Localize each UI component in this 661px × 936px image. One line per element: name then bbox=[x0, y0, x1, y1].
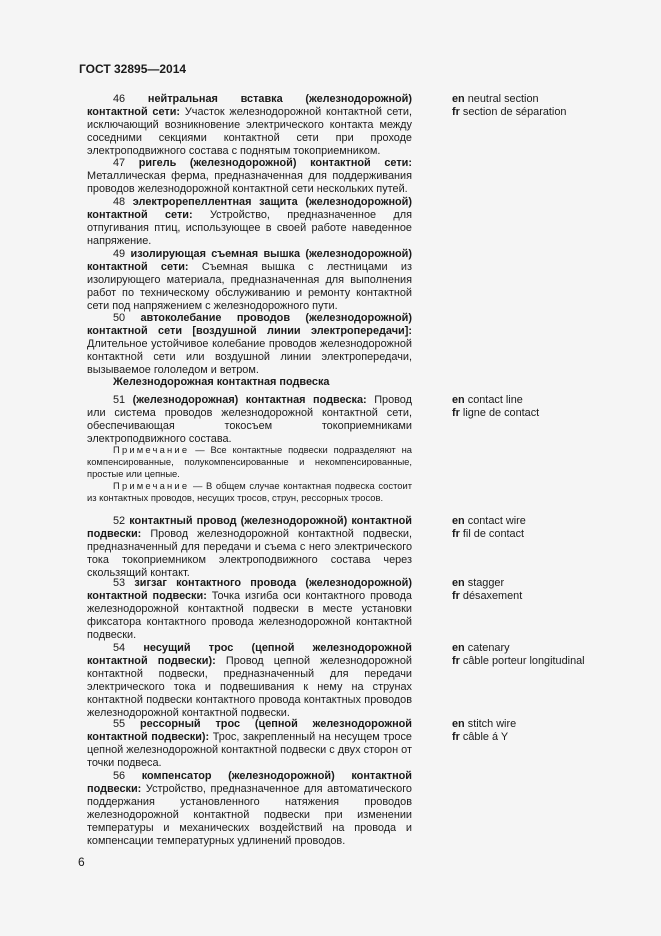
equivalents-53: en stagger fr désaxement bbox=[452, 577, 523, 602]
document-header: ГОСТ 32895—2014 bbox=[79, 62, 187, 76]
equivalents-51: en contact line fr ligne de contact bbox=[452, 394, 540, 419]
equivalents-54: en catenary fr câble porteur longitudinal bbox=[452, 642, 585, 667]
equivalents-46: en neutral section fr section de séparation bbox=[452, 93, 567, 118]
term-entry-51: 51 (железнодорожная) контактная подвеска: Провод или система проводов железнодорожной контактной сети, обеспечивающая токосъем токоприемниками электроподвижного состава. bbox=[87, 394, 412, 445]
term-entry-50: 50 автоколебание проводов (железнодорожной) контактной сети [воздушной линии электропередачи]: Длительное устойчивое колебание проводов железнодорожной контактной сети или воздушной линии электропередачи, вызываемое гололедом и ветром. bbox=[87, 312, 412, 376]
term-entry-52: 52 контактный провод (железнодорожной) контактной подвески: Провод железнодорожной контактной подвески, предназначенный для передачи и съема с него электрического тока токоприемником электроподвижного состава через скользящий контакт. bbox=[87, 515, 412, 579]
term-entry-55: 55 рессорный трос (цепной железнодорожной контактной подвески): Трос, закрепленный на несущем тросе цепной железнодорожной контактной подвески с двух сторон от точки подвеса. bbox=[87, 718, 412, 769]
note-1: Примечание — Все контактные подвески подразделяют на компенсированные, полукомпенсированные и некомпенсированные, простые или цепные. bbox=[87, 444, 412, 479]
note-2: Примечание — В общем случае контактная подвеска состоит из контактных проводов, несущих тросов, струн, рессорных тросов. bbox=[87, 480, 412, 503]
equivalents-55: en stitch wire fr câble á Y bbox=[452, 718, 517, 743]
term-entry-53: 53 зигзаг контактного провода (железнодорожной) контактной подвески: Точка изгиба оси контактного провода железнодорожной контактной подвески в месте установки фиксатора контактного провода железнодорожной контактной подвески. bbox=[87, 577, 412, 641]
term-entry-48: 48 электрорепеллентная защита (железнодорожной) контактной сети: Устройство, предназначенное для отпугивания птиц, использующее в своей работе наведенное напряжение. bbox=[87, 196, 413, 247]
term-entry-54: 54 несущий трос (цепной железнодорожной контактной подвески): Провод цепной железнодорожной контактной подвески, предназначенный для передачи электрического тока и подвешивания к нему на струнах контактной подвески контактного провода контактных проводов железнодорожной контактной подвески. bbox=[87, 642, 412, 719]
equivalents-52: en contact wire fr fil de contact bbox=[452, 515, 526, 540]
term-entry-49: 49 изолирующая съемная вышка (железнодорожной) контактной сети: Съемная вышка с лестницами из изолирующего материала, предназначенная для выполнения работ по техническому обслуживанию и ремонту контактной сети под напряжением с железнодорожного пути. bbox=[87, 248, 413, 312]
term-entry-46: 46 нейтральная вставка (железнодорожной) контактной сети: Участок железнодорожной контактной сети, исключающий возникновение электрического контакта между соседними секциями контактной сети при проходе электроподвижного состава с поднятым токоприемником. bbox=[87, 93, 412, 157]
section-subheading: Железнодорожная контактная подвеска bbox=[113, 376, 330, 388]
term-entry-47: 47 ригель (железнодорожной) контактной сети: Металлическая ферма, предназначенная для поддерживания проводов железнодорожной контактной сети нескольких путей. bbox=[87, 157, 412, 195]
page-number: 6 bbox=[78, 855, 85, 869]
term-entry-56: 56 компенсатор (железнодорожной) контактной подвески: Устройство, предназначенное для автоматического поддержания установленного натяжения проводов железнодорожной контактной подвески при изменении температуры и механических воздействий на провода и компенсации температурных удлинений проводов. bbox=[87, 770, 412, 847]
